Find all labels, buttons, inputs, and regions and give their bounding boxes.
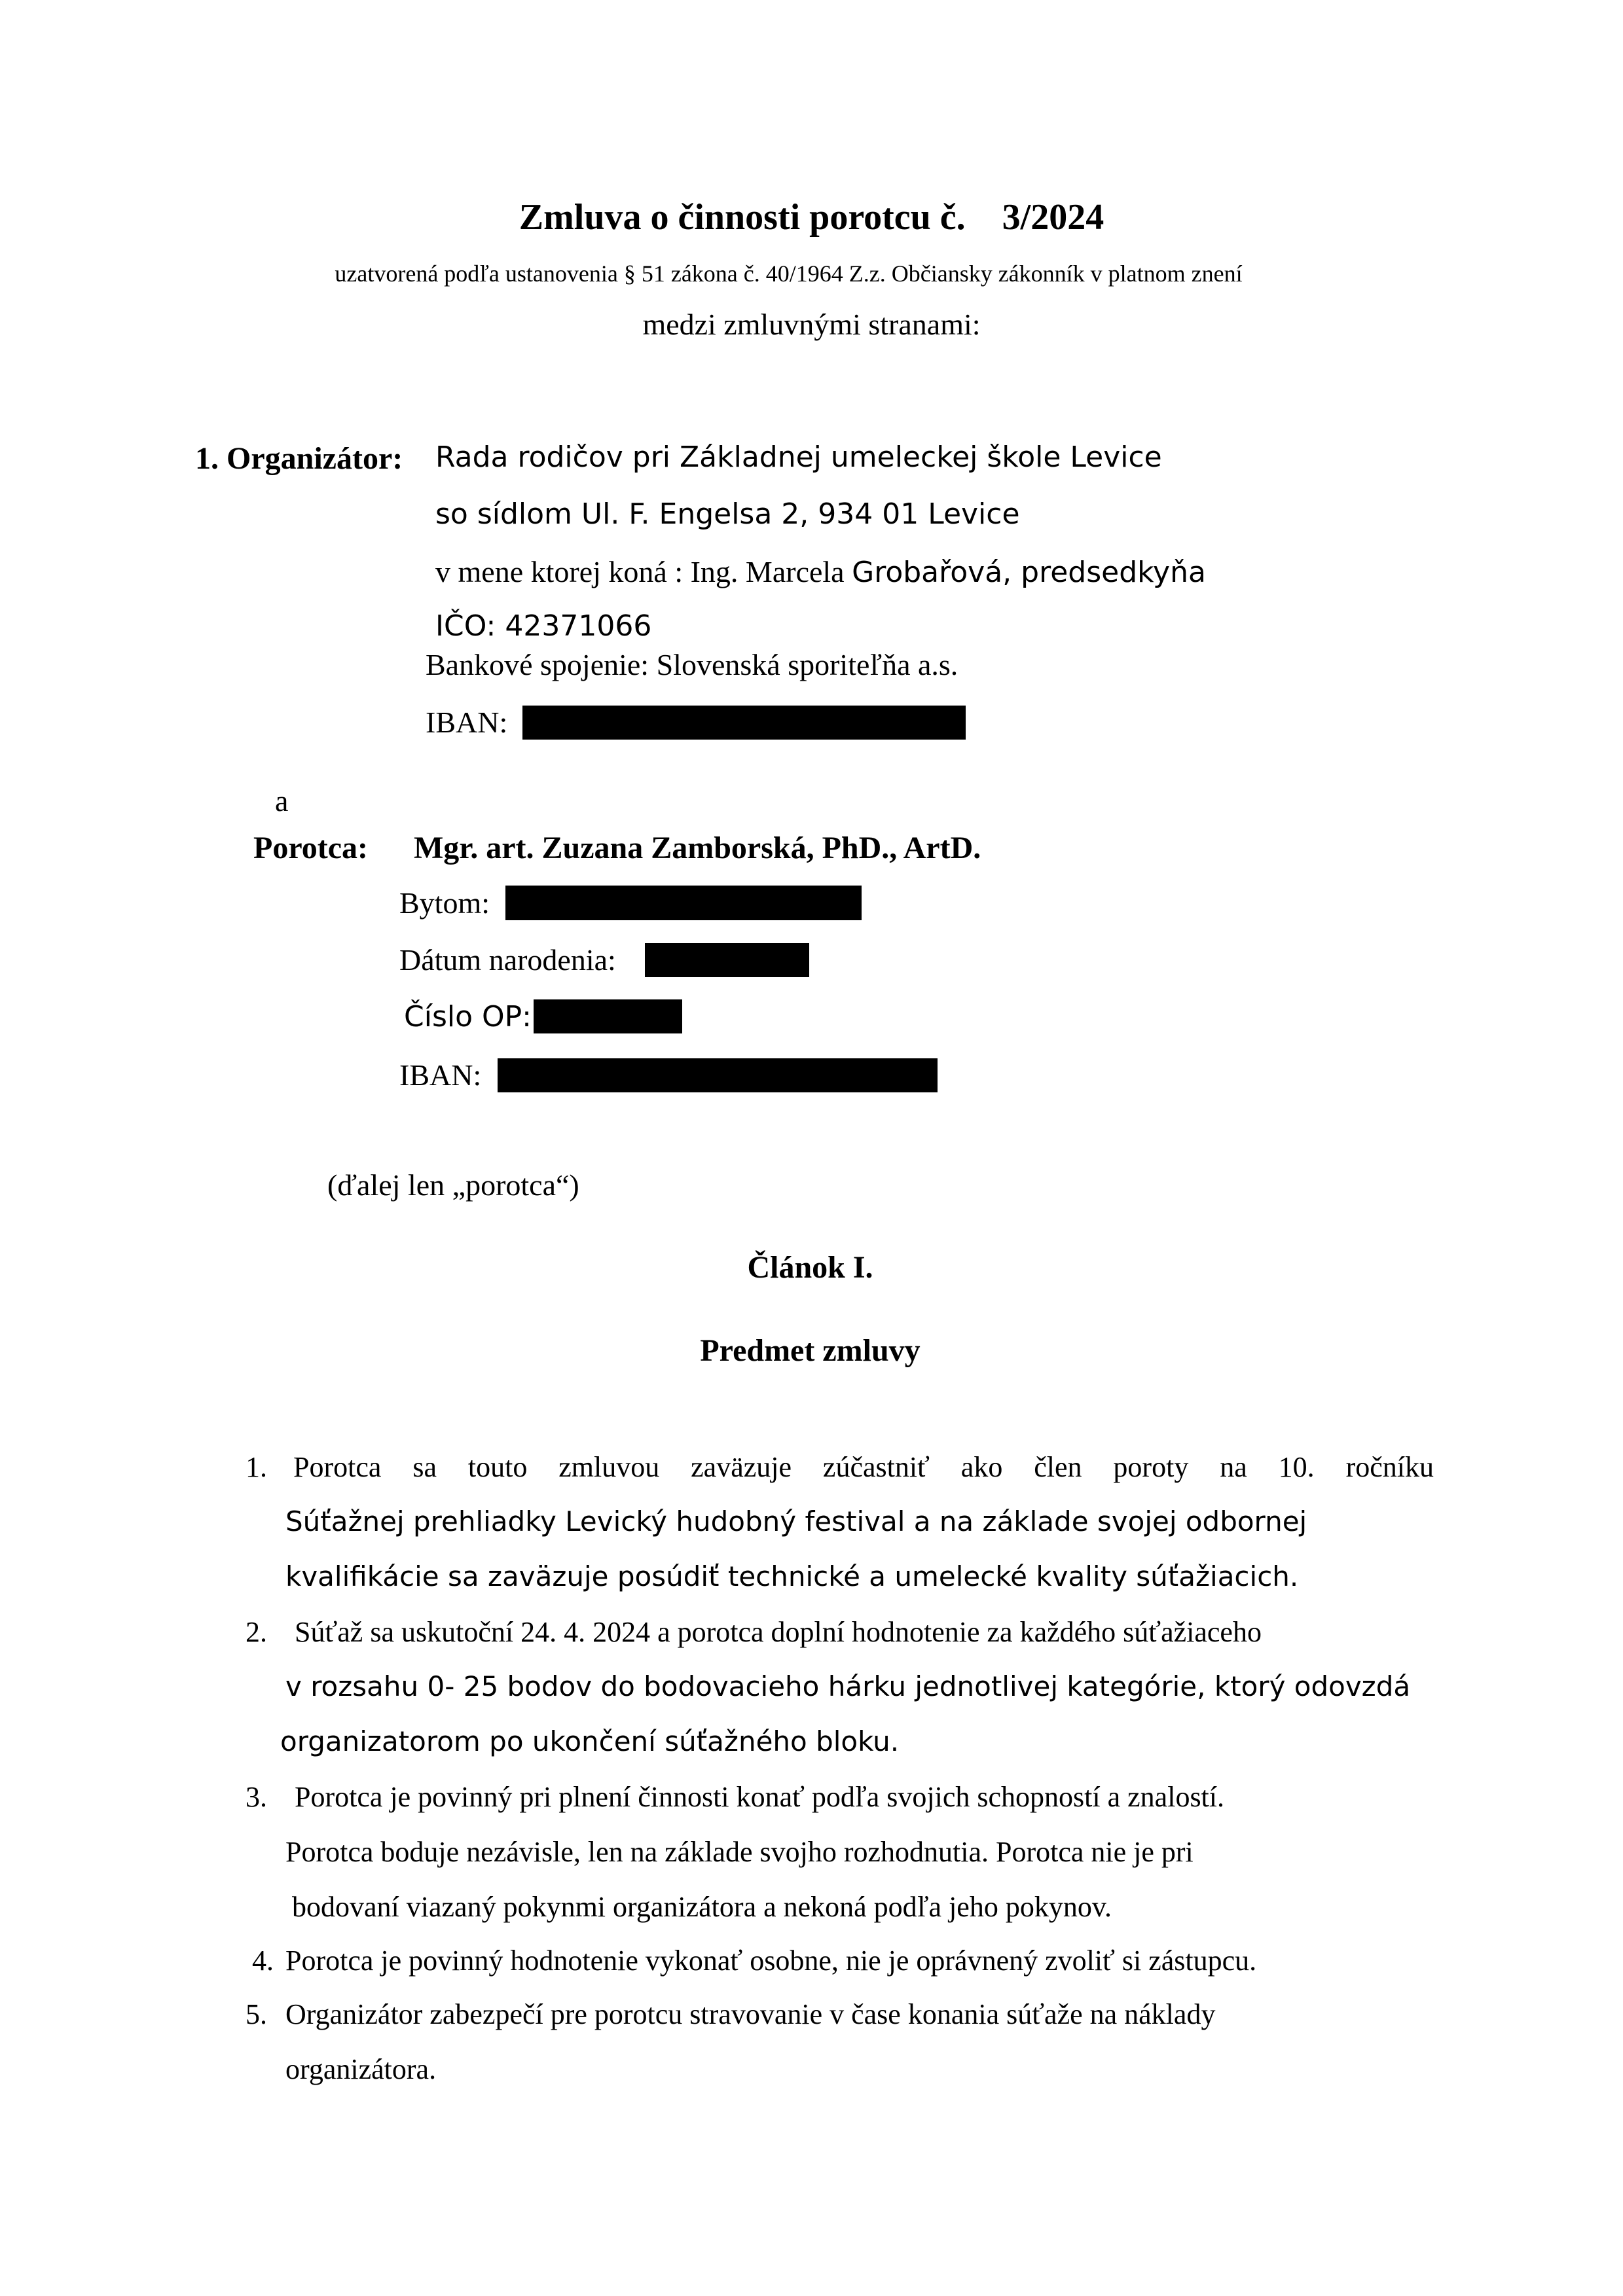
- representative-rest: Grobařová, predsedkyňa: [852, 556, 1206, 589]
- organizer-representative: [435, 555, 1206, 590]
- juror-name: Mgr. art. Zuzana Zamborská, PhD., ArtD.: [414, 831, 981, 865]
- item-number: 5.: [246, 1998, 267, 2030]
- representative-prefix: v mene ktorej koná : Ing. Marcela: [435, 555, 852, 588]
- item-4-line-1: Porotca je povinný hodnotenie vykonať osobne, nie je oprávnený zvoliť si zástupcu.: [285, 1945, 1257, 1977]
- juror-dob-redaction: [645, 943, 809, 977]
- juror-id-redaction: [534, 999, 682, 1033]
- juror-address-label: Bytom:: [399, 886, 490, 920]
- article-heading: Článok I.: [747, 1250, 873, 1285]
- organizer-iban-redaction: [522, 706, 966, 740]
- item-number: 1.: [246, 1451, 267, 1483]
- item-2-line-3: organizatorom po ukončení súťažného bloku.: [280, 1725, 900, 1757]
- item-1-line-1: Porotca sa touto zmluvou zaväzuje zúčastniť ako člen poroty na 10. ročníku: [293, 1451, 1434, 1483]
- organizer-name: Rada rodičov pri Základnej umeleckej škole Levice: [435, 440, 1162, 474]
- item-5-line-1: Organizátor zabezpečí pre porotcu stravovanie v čase konania súťaže na náklady: [285, 1998, 1216, 2030]
- item-3-line-3: bodovaní viazaný pokynmi organizátora a nekoná podľa jeho pokynov.: [292, 1891, 1112, 1923]
- item-3-line-1: Porotca je povinný pri plnení činnosti konať podľa svojich schopností a znalostí.: [295, 1781, 1225, 1813]
- organizer-bank: Bankové spojenie: Slovenská sporiteľňa a.s.: [426, 648, 958, 681]
- item-1-line-2: Súťažnej prehliadky Levický hudobný festival a na základe svojej odbornej: [285, 1505, 1307, 1537]
- hereinafter-note: (ďalej len „porotca“): [327, 1168, 579, 1202]
- organizer-label: 1. Organizátor:: [195, 441, 403, 476]
- contract-title: [0, 196, 1623, 238]
- juror-id-label: Číslo OP:: [404, 1000, 532, 1033]
- contract-number: 3/2024: [1002, 197, 1104, 238]
- contract-subtitle: uzatvorená podľa ustanovenia § 51 zákona č. 40/1964 Z.z. Občiansky zákonník v platnom znení: [335, 260, 1243, 287]
- juror-iban-redaction: [498, 1058, 938, 1092]
- contract-title-text: Zmluva o činnosti porotcu č.: [519, 197, 966, 238]
- juror-label: Porotca:: [253, 831, 369, 865]
- juror-dob-label: Dátum narodenia:: [399, 943, 616, 977]
- item-number: 3.: [246, 1781, 267, 1813]
- item-2-line-1: Súťaž sa uskutoční 24. 4. 2024 a porotca doplní hodnotenie za každého súťažiaceho: [295, 1616, 1262, 1648]
- juror-iban-label: IBAN:: [399, 1058, 482, 1092]
- organizer-iban-label: IBAN:: [426, 706, 508, 739]
- parties-intro: medzi zmluvnými stranami:: [642, 308, 981, 341]
- item-3-line-2: Porotca boduje nezávisle, len na základe svojho rozhodnutia. Porotca nie je pri: [285, 1836, 1194, 1868]
- conjunction: a: [275, 784, 289, 817]
- item-1-line-3: kvalifikácie sa zaväzuje posúdiť technické a umelecké kvality súťažiacich.: [285, 1560, 1299, 1592]
- organizer-address: so sídlom Ul. F. Engelsa 2, 934 01 Levice: [435, 497, 1020, 531]
- juror-address-redaction: [505, 886, 862, 920]
- article-subheading: Predmet zmluvy: [700, 1333, 921, 1368]
- item-number: 4.: [252, 1945, 274, 1977]
- item-2-line-2: v rozsahu 0- 25 bodov do bodovacieho hárku jednotlivej kategórie, ktorý odovzdá: [285, 1670, 1411, 1702]
- item-number: 2.: [246, 1616, 267, 1648]
- organizer-ico: IČO: 42371066: [435, 609, 652, 643]
- item-5-line-2: organizátora.: [285, 2053, 437, 2085]
